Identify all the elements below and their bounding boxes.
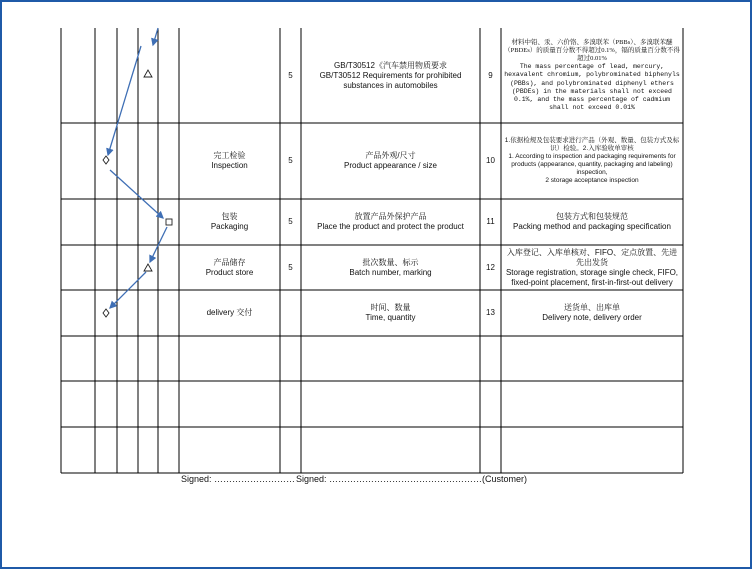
row2-count: 5 [288, 156, 293, 165]
row3-step-zh: 包装 [221, 212, 238, 221]
row5-step: delivery 交付 [206, 308, 253, 317]
row5-item-en: Time, quantity [365, 313, 416, 322]
row1-item [305, 28, 476, 123]
row1-no: 9 [488, 70, 493, 80]
row5-no: 13 [486, 308, 495, 317]
row3-step-en: Packaging [210, 222, 249, 231]
row2-std-en2: 2 storage acceptance inspection [545, 177, 639, 185]
row5-standard [503, 290, 681, 336]
row4-standard [503, 245, 681, 290]
row2-step-zh: 完工检验 [213, 151, 246, 160]
row4-step [179, 245, 280, 290]
row2-step-en: Inspection [211, 161, 248, 170]
flow-arrow-to-packaging [110, 170, 163, 218]
row3-item-zh: 放置产品外保护产品 [354, 212, 427, 221]
row5-item [305, 290, 476, 336]
signed-supplier: Signed: ……………………… [181, 474, 296, 484]
row3-standard [503, 199, 681, 245]
row2-item-zh: 产品外观/尺寸 [365, 151, 416, 160]
row1-standard [503, 28, 681, 123]
row1-std-zh: 材料中铅、汞、六价铬、多溴联苯（PBBs）、多溴联苯醚（PBDEs）的质量百分数不得超过0.1%，镉的质量百分数不得超过0.01% [504, 38, 680, 63]
row3-no: 11 [486, 217, 495, 226]
delivery-diamond-icon [103, 309, 109, 317]
signed-customer: Signed: ……………………………………………(Customer) [296, 474, 528, 484]
row2-standard [503, 123, 681, 199]
row2-std-en1: 1. According to inspection and packaging requirements for products (appearance, quantity, packaging and labeling) inspection, [508, 152, 676, 177]
row2-std-zh: 1.依据检规及包装要求进行产品（外观、数量、包装方式及标识）检验。2.入库验收单审核 [504, 136, 680, 152]
row2-item [305, 123, 476, 199]
row1-item-en: GB/T30512 Requirements for prohibited substances in automobiles [319, 70, 462, 90]
row2-item-en: Product appearance / size [344, 161, 437, 170]
row2-no: 10 [486, 156, 495, 165]
row3-std-zh: 包装方式和包装规范 [556, 212, 628, 221]
row3-item-en: Place the product and protect the product [317, 222, 464, 231]
row1-std-en: The mass percentage of lead, mercury, hexavalent chromium, polybrominated biphenyls (PBBs), and polybrominated diphenyl ethers (PBDEs) in the materials shall not exceed 0.1%, and the mass percentage of cadmium shall not exceed 0.01% [504, 63, 680, 111]
row2-step [179, 123, 280, 199]
flow-arrow-top [153, 28, 158, 45]
row1-count: 5 [288, 70, 293, 80]
row5-item-zh: 时间、数量 [370, 303, 411, 312]
row5-std-zh: 送货单、出库单 [564, 303, 620, 312]
row4-std-zh: 入库登记、入库单核对、FIFO、定点放置、先进先出发货 [506, 247, 678, 267]
row3-count: 5 [288, 217, 293, 226]
inspect-triangle-icon [144, 70, 152, 77]
row4-step-en: Product store [205, 267, 254, 277]
row4-no: 12 [486, 262, 495, 272]
row3-item [305, 199, 476, 245]
row1-item-zh: GB/T30512《汽车禁用物质要求 [334, 60, 447, 70]
decision-diamond-icon [103, 156, 109, 164]
row4-step-zh: 产品储存 [213, 257, 246, 267]
row4-item-en: Batch number, marking [349, 267, 432, 277]
row4-item-zh: 批次数量、标示 [362, 257, 419, 267]
operation-square-icon [166, 219, 172, 225]
row5-std-en: Delivery note, delivery order [542, 313, 642, 322]
row3-step [179, 199, 280, 245]
flow-arrow-to-inspection [108, 46, 141, 155]
row4-item [305, 245, 476, 290]
row3-std-en: Packing method and packaging specification [513, 222, 671, 231]
store-triangle-icon [144, 264, 152, 271]
row4-std-en: Storage registration, storage single check, FIFO, fixed-point placement, first-in-first-out delivery [505, 267, 679, 287]
row4-count: 5 [288, 262, 293, 272]
